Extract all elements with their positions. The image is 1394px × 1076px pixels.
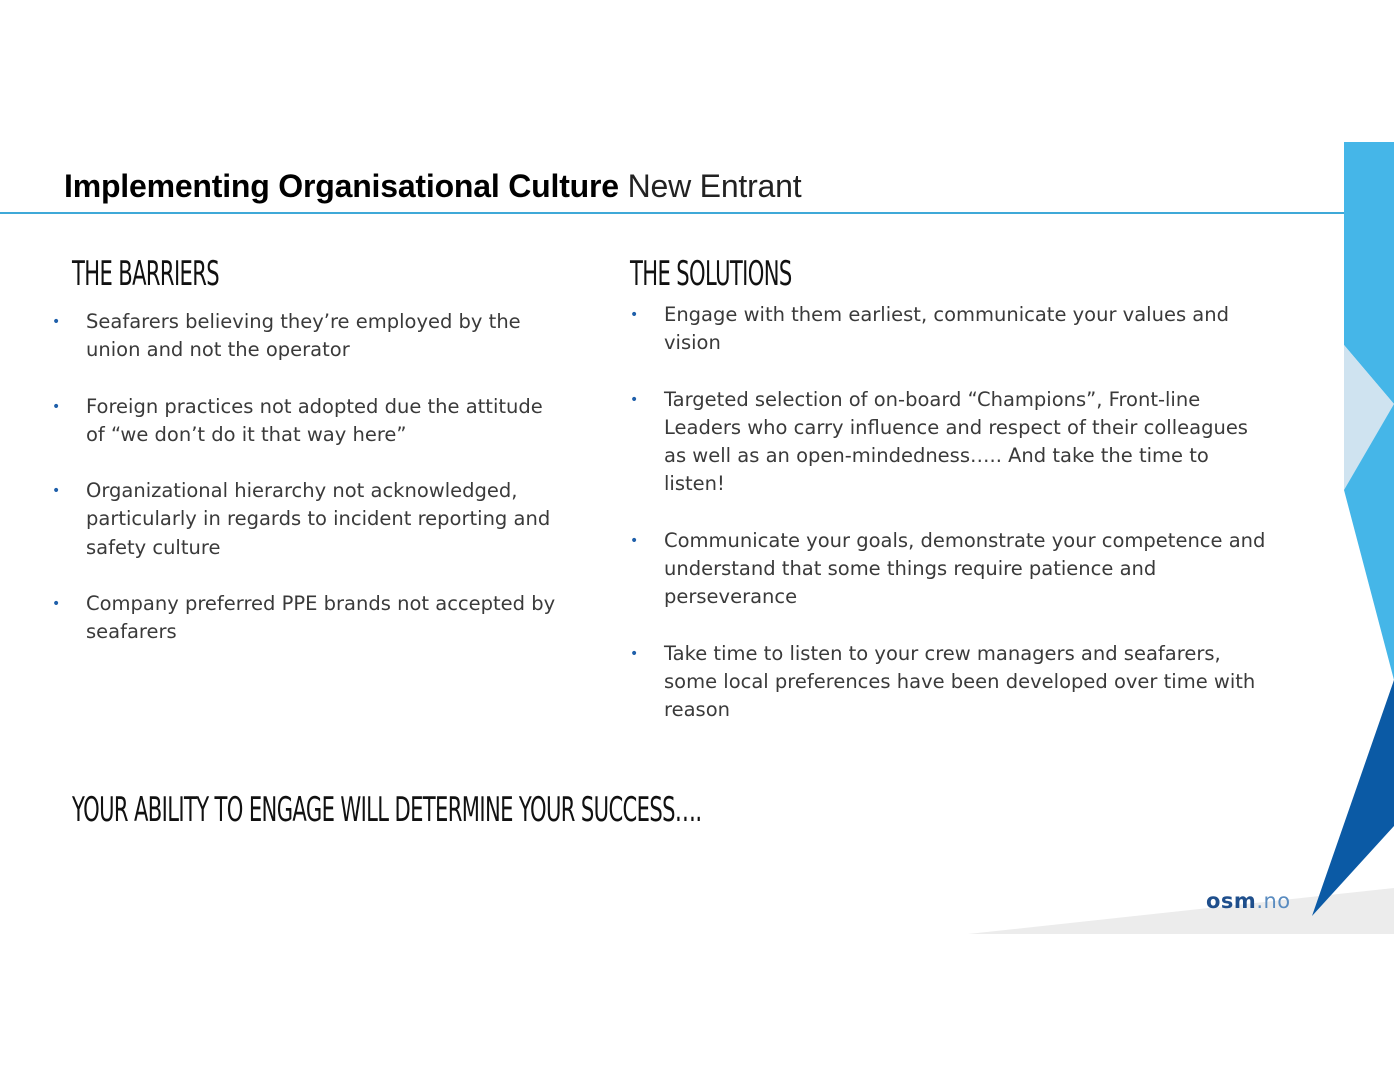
barriers-heading: THE BARRIERS (72, 254, 220, 294)
barriers-list (52, 308, 562, 675)
bullet-icon: • (52, 398, 61, 415)
solution-item (630, 527, 1270, 612)
solution-item (630, 301, 1270, 358)
dark-blue-wedge (1312, 680, 1394, 916)
barrier-item (52, 393, 562, 450)
title-bold: Implementing Organisational Culture (64, 168, 619, 204)
solutions-heading: THE SOLUTIONS (630, 254, 792, 294)
bullet-icon: • (630, 391, 639, 408)
barrier-text: Foreign practices not adopted due the attitude of “we don’t do it that way here” (86, 394, 543, 446)
barrier-item (52, 590, 562, 647)
barrier-text: Seafarers believing they’re employed by the union and not the operator (86, 310, 521, 362)
title-subtitle: New Entrant (627, 168, 802, 204)
barrier-text: Organizational hierarchy not acknowledged, particularly in regards to incident reporting and safety culture (86, 479, 551, 559)
tagline: YOUR ABILITY TO ENGAGE WILL DETERMINE YOUR SUCCESS…. (72, 790, 702, 830)
barrier-item (52, 308, 562, 365)
bullet-icon: • (52, 314, 61, 330)
solution-item (630, 640, 1270, 725)
solution-text: Engage with them earliest, communicate your values and vision (664, 303, 1229, 355)
barrier-item (52, 477, 562, 562)
barrier-text: Company preferred PPE brands not accepted by seafarers (86, 592, 556, 644)
brand-name: osm (1206, 889, 1257, 913)
solution-text: Targeted selection of on-board “Champions”, Front-line Leaders who carry influence and respect of their colleagues as well as an open-mindedness….. And take the time to listen! (664, 387, 1248, 496)
solution-text: Communicate your goals, demonstrate your competence and understand that some things require patience and perseverance (664, 528, 1266, 609)
solution-item (630, 386, 1270, 499)
solutions-list (630, 301, 1270, 753)
slide-title (64, 168, 801, 205)
brand-logo (1206, 889, 1291, 913)
title-divider (0, 212, 1344, 214)
solution-text: Take time to listen to your crew managers and seafarers, some local preferences have been developed over time with reason (664, 641, 1256, 722)
bullet-icon: • (630, 307, 639, 323)
brand-domain: .no (1256, 889, 1291, 913)
bullet-icon: • (52, 483, 61, 500)
bullet-icon: • (630, 645, 639, 662)
bullet-icon: • (52, 596, 61, 613)
bullet-icon: • (630, 532, 639, 549)
